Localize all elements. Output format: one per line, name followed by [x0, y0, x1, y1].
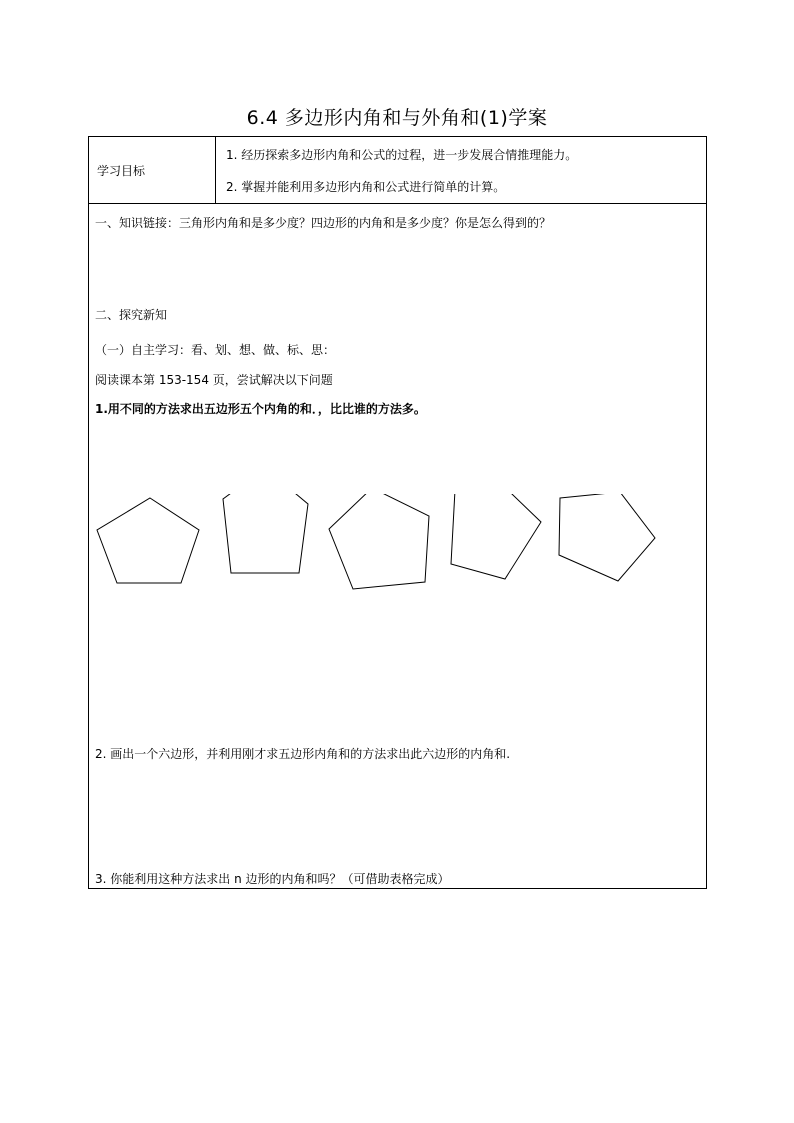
pentagon-shape — [329, 494, 429, 589]
pentagon-shape — [559, 494, 655, 581]
objectives-label: 学习目标 — [97, 163, 146, 178]
objectives-cell — [216, 137, 707, 204]
content-cell — [89, 204, 707, 889]
self-study-heading: （一）自主学习：看、划、想、做、标、思： — [95, 343, 336, 357]
question-3: 3. 你能利用这种方法求出 n 边形的内角和吗？（可借助表格完成） — [95, 872, 450, 886]
objectives-row — [89, 137, 707, 204]
question-2: 2. 画出一个六边形，并利用刚才求五边形内角和的方法求出此六边形的内角和. — [95, 747, 511, 761]
objectives-label-cell — [89, 137, 216, 204]
objective-item: 2. 掌握并能利用多边形内角和公式进行简单的计算。 — [226, 180, 506, 194]
pentagon-shape — [451, 494, 541, 579]
pentagon-shape — [223, 494, 308, 573]
worksheet-table — [88, 136, 707, 889]
knowledge-link-heading: 一、知识链接：三角形内角和是多少度？四边形的内角和是多少度？你是怎么得到的？ — [95, 216, 552, 230]
objective-item: 1. 经历探索多边形内角和公式的过程，进一步发展合情推理能力。 — [226, 148, 578, 162]
explore-heading: 二、探究新知 — [95, 308, 168, 322]
question-1: 1.用不同的方法求出五边形五个内角的和．，比比谁的方法多。 — [95, 402, 426, 416]
content-row — [89, 204, 707, 889]
pentagon-figures — [89, 494, 706, 629]
pentagon-shape — [97, 498, 199, 583]
reading-instruction: 阅读课本第 153-154 页，尝试解决以下问题 — [95, 373, 333, 387]
page-title: 6.4 多边形内角和与外角和(1)学案 — [246, 107, 548, 129]
